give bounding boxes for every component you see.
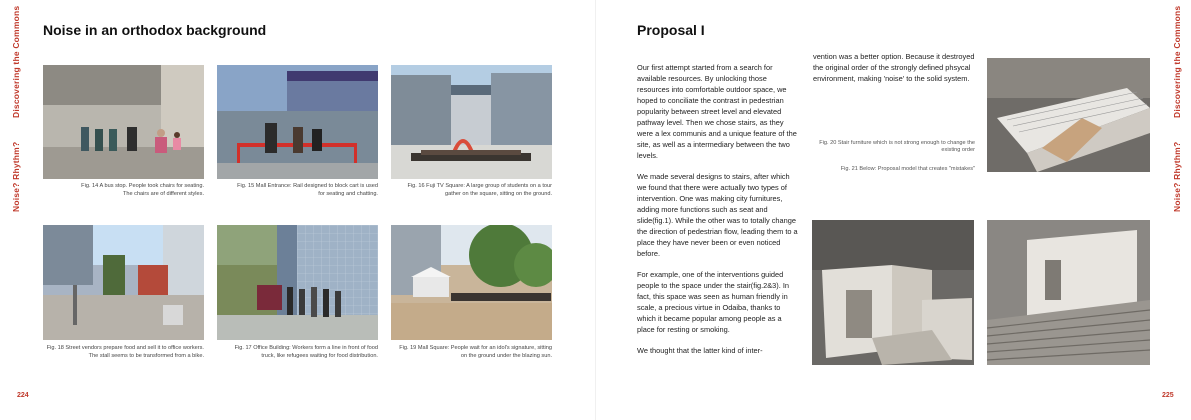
photo-stair-furniture-model <box>987 58 1150 172</box>
body-column-1 <box>637 62 801 366</box>
left-heading: Noise in an orthodox background <box>43 22 267 38</box>
caption-fig18: Fig. 18 Street vendors prepare food and sell it to office workers. The stall seems to be transformed from a bike. <box>46 345 204 359</box>
paragraph-4: We thought that the latter kind of inter- <box>637 346 763 355</box>
photo-fuji-tv-square <box>391 65 552 179</box>
body-column-2 <box>813 51 981 94</box>
page-number-right: 225 <box>1162 392 1174 399</box>
paragraph-2: We made several designs to stairs, after which we found that there were actually two types of intervention. One was making city furnitures, adding more functions such as seat and slide(fig.1). While the other was to totally change the direction of pedestrian flow, leading them to a place they have never been or even noticed before. <box>637 172 798 258</box>
paragraph-3: For example, one of the interventions guided people to the space under the stair(fig.2&3). In fact, this space was seen as human friendly in scale, a precious virtue in Odaiba, thanks to which it became popular among people as a place for resting or smoking. <box>637 270 790 334</box>
right-heading: Proposal I <box>637 22 705 38</box>
side-tab-bottom: Noise? Rhythm? <box>11 141 21 212</box>
photo-street-vendors <box>43 225 204 340</box>
photo-proposal-model-right <box>987 220 1150 365</box>
caption-fig21: Fig. 21 Below: Proposal model that creates "mistakes" <box>840 166 975 172</box>
side-tab-top: Discovering the Commons <box>11 5 21 118</box>
side-tab-bottom-right: Noise? Rhythm? <box>1172 141 1182 212</box>
caption-fig16: Fig. 16 Fuji TV Square: A large group of students on a tour gather on the square, sitting on the ground. <box>407 183 552 197</box>
photo-office-building <box>217 225 378 340</box>
photo-proposal-model-left <box>812 220 974 365</box>
caption-fig19: Fig. 19 Mall Square: People wait for an idol's signature, sitting on the ground under the blazing sun. <box>399 345 552 359</box>
photo-bus-stop <box>43 65 204 179</box>
caption-fig20: Fig. 20 Stair furniture which is not strong enough to change the existing order <box>819 140 975 154</box>
caption-fig15: Fig. 15 Mall Entrance: Rail designed to block cart is used for seating and chatting. <box>237 183 378 197</box>
right-page <box>596 0 1191 420</box>
photo-mall-square <box>391 225 552 340</box>
caption-fig17: Fig. 17 Office Building: Workers form a line in front of food truck, like refugees waiting for food distribution. <box>234 345 378 359</box>
paragraph-1: Our first attempt started from a search for available resources. By unlocking those resources into comfortable outdoor space, we hoped to conciliate the contrast in pedestrian popularity between street level and elevated pathway level. Then we chose stairs, as they were a lex communis and a unique feature of the site, as well as a intermediary between the two levels. <box>637 63 797 160</box>
page-number: 224 <box>17 392 29 399</box>
caption-fig14: Fig. 14 A bus stop. People took chairs for seating. The chairs are of different styles. <box>81 183 204 197</box>
side-tab-top-right: Discovering the Commons <box>1172 5 1182 118</box>
photo-mall-entrance <box>217 65 378 179</box>
paragraph-5: vention was a better option. Because it destroyed the original order of the strongly defined phsycal environment, making 'noise' to the solid system. <box>813 52 975 83</box>
